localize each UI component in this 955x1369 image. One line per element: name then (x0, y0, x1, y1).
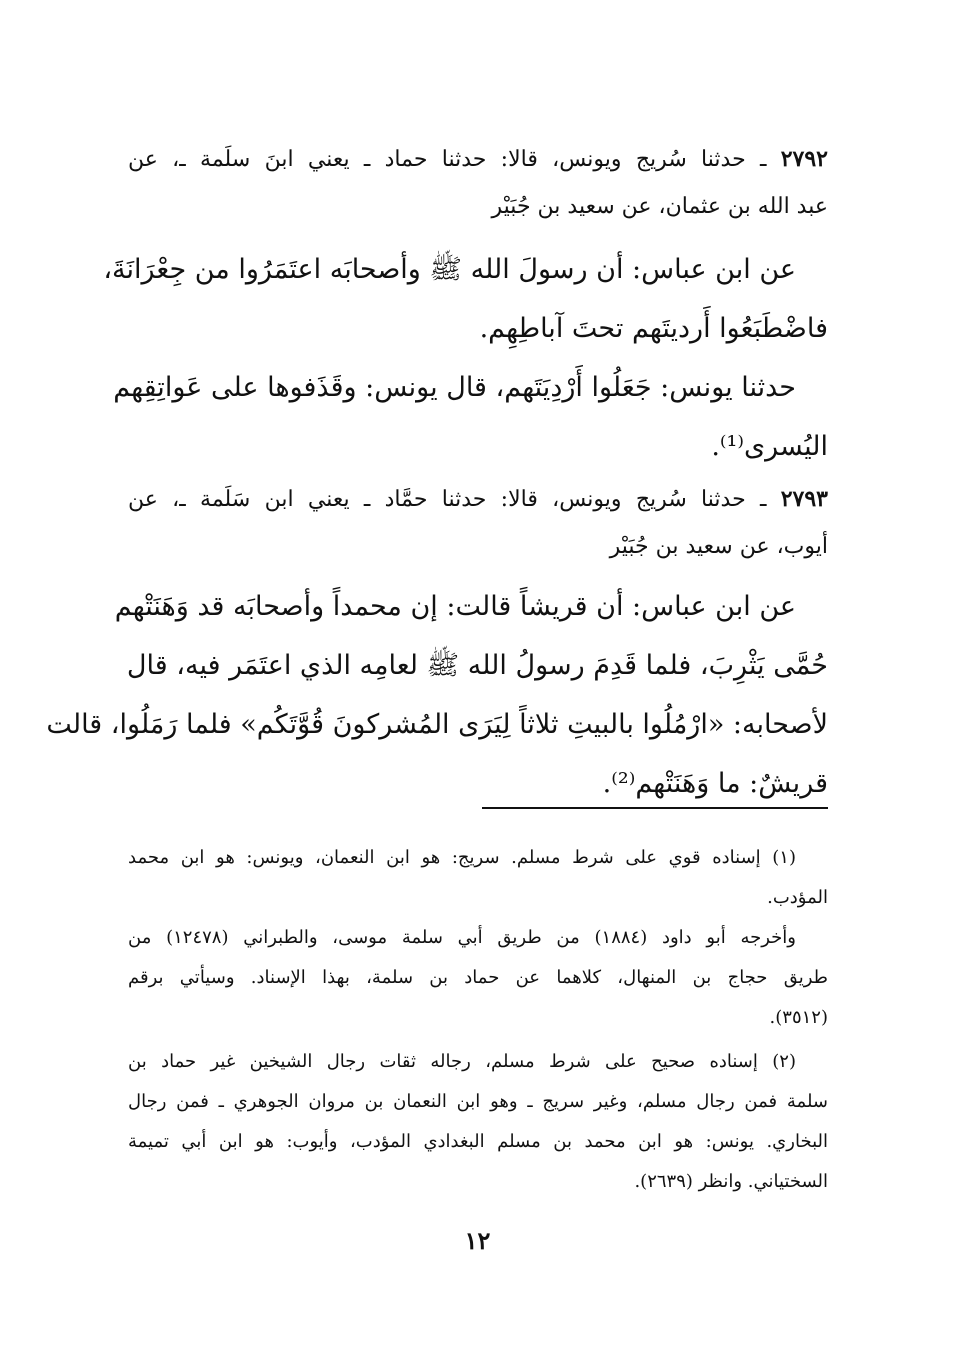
text-line: فاضْطَبَعُوا أَرديتَهم تحتَ آباطِهِم. (479, 313, 828, 344)
footnote-line: المؤدب. (767, 887, 828, 908)
footnote-2 (128, 1042, 828, 1202)
text-line: حدثنا يونس: جَعَلُوا أَرْدِيَتَهم، قال يونس: وقَذَفوها على عَواتِقِهم (113, 372, 796, 403)
hadith-2793-isnad (128, 476, 828, 570)
text-line: أيوب، عن سعيد بن جُبَيْر (609, 534, 828, 559)
text-line: حُمَّى يَثْرِبَ، فلما قَدِمَ رسولُ الله ﷺ لعامِه الذي اعتَمَر فيه، قال (126, 650, 828, 681)
footnote-line: طريق حجاج بن المنهال، كلاهما عن حماد بن سلمة، بهذا الإسناد. وسيأتي برقم (128, 967, 828, 988)
text-line: عن ابن عباس: أن قريشاً قالت: إن محمداً وأصحابَه قد وَهَنَتْهم (114, 591, 796, 622)
hadith-2793-matn (46, 577, 828, 813)
footnote-separator (482, 807, 828, 809)
footnote-1-continued (128, 918, 828, 1038)
text-line: قريشٌ: ما وَهَنَتْهم⁽²⁾. (602, 768, 828, 799)
footnote-1 (128, 838, 828, 918)
hadith-number: ٢٧٩٢ (780, 146, 828, 172)
text-line: اليُسرى⁽¹⁾. (711, 431, 828, 462)
text-line: عن ابن عباس: أن رسولَ الله ﷺ وأصحابَه اعتَمَرُوا من جِعْرَانَةَ، (103, 254, 796, 285)
footnote-line: (٢) إسناده صحيح على شرط مسلم، رجاله ثقات رجال الشيخين غير حماد بن (128, 1051, 796, 1072)
footnote-line: (١) إسناده قوي على شرط مسلم. سريج: هو ابن النعمان، ويونس: هو ابن محمد (128, 847, 796, 868)
isnad-text: ـ حدثنا سُريج ويونس، قالا: حدثنا حمَّاد ـ يعني ابن سَلَمة ـ، عن (128, 487, 767, 512)
footnote-line: وأخرجه أبو داود (١٨٨٤) من طريق أبي سلمة موسى، والطبراني (١٢٤٧٨) من (128, 927, 796, 948)
footnote-line: (٣٥١٢). (769, 1007, 828, 1028)
text-line: عبد الله بن عثمان، عن سعيد بن جُبَيْر (491, 194, 828, 219)
text-line (128, 136, 828, 183)
page-number: ١٢ (464, 1226, 491, 1255)
hadith-2792-isnad (128, 136, 828, 230)
text-line (128, 476, 828, 523)
text-line: لأصحابه: «ارْمُلُوا بالبيتِ ثلاثاً لِيَرَى المُشركونَ قُوَّتَكُم» فلما رَمَلُوا، قالت (46, 709, 828, 740)
hadith-number: ٢٧٩٣ (780, 486, 828, 512)
footnote-line: البخاري. يونس: هو ابن محمد بن مسلم البغدادي المؤدب، وأيوب: هو ابن أبي تميمة (128, 1131, 828, 1152)
hadith-2792-matn (103, 240, 828, 476)
footnote-line: السختياني. وانظر (٢٦٣٩). (634, 1171, 828, 1192)
isnad-text: ـ حدثنا سُريج ويونس، قالا: حدثنا حماد ـ يعني ابنَ سلَمة ـ، عن (128, 147, 767, 172)
footnote-line: سلمة فمن رجال مسلم، وغير سريج ـ وهو ابن النعمان بن مروان الجوهري ـ فمن رجال (128, 1091, 828, 1112)
